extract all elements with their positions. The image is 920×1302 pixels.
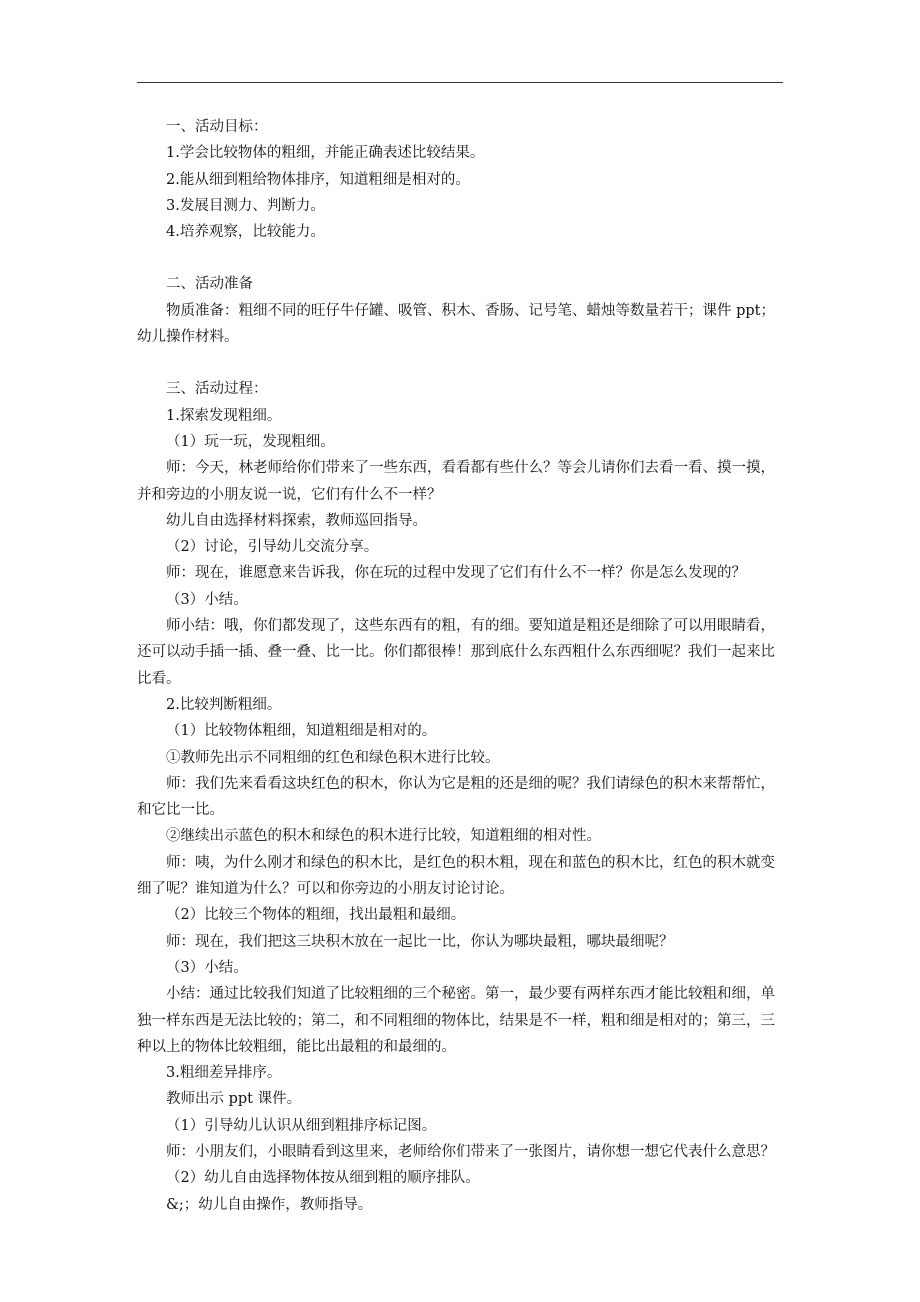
- blank-line: [137, 245, 783, 271]
- body-paragraph: ②继续出示蓝色的积木和绿色的积木进行比较，知道粗细的相对性。: [166, 828, 601, 845]
- preparation-text: 物质准备：粗细不同的旺仔牛仔罐、吸管、积木、香肠、记号笔、蜡烛等数量若干；课件 ppt；幼儿操作材料。: [137, 302, 775, 346]
- goal-item: 3.发展目测力、判断力。: [166, 197, 325, 214]
- body-paragraph: 教师出示 ppt 课件。: [166, 1091, 302, 1108]
- sub-step: （3）小结。: [166, 591, 248, 608]
- goal-item: 2.能从细到粗给物体排序，知道粗细是相对的。: [166, 171, 470, 188]
- sub-step: （2）比较三个物体的粗细，找出最粗和最细。: [166, 907, 466, 924]
- goal-item: 1.学会比较物体的粗细，并能正确表述比较结果。: [166, 145, 485, 162]
- sub-step: （2）幼儿自由选择物体按从细到粗的顺序排队。: [166, 1170, 480, 1187]
- section-heading-goals: 一、活动目标：: [166, 119, 268, 135]
- body-paragraph: ①教师先出示不同粗细的红色和绿色积木进行比较。: [166, 749, 500, 766]
- dialogue-paragraph: 师：现在，谁愿意来告诉我，你在玩的过程中发现了它们有什么不一样？你是怎么发现的？: [166, 565, 746, 582]
- section-heading-process: 三、活动过程：: [166, 381, 268, 398]
- document-body: [137, 114, 783, 1218]
- sub-step: （3）小结。: [166, 959, 248, 976]
- body-paragraph: 幼儿自由选择材料探索，教师巡回指导。: [166, 512, 427, 529]
- dialogue-paragraph: 师：我们先来看看这块红色的积木，你认为它是粗的还是细的呢？我们请绿色的积木来帮帮忙，和它比一比。: [137, 775, 775, 819]
- section-heading-preparation: 二、活动准备: [166, 276, 253, 293]
- dialogue-paragraph: 师：小朋友们，小眼睛看到这里来，老师给你们带来了一张图片，请你想一想它代表什么意思？: [166, 1143, 775, 1160]
- header-rule: [137, 82, 783, 83]
- dialogue-paragraph: 师：今天，林老师给你们带来了一些东西，看看都有些什么？等会儿请你们去看一看、摸一摸，并和旁边的小朋友说一说，它们有什么不一样？: [137, 460, 775, 503]
- sub-step: （1）玩一玩，发现粗细。: [166, 433, 335, 450]
- sub-step: （2）讨论，引导幼儿交流分享。: [166, 539, 379, 556]
- dialogue-paragraph: 师：现在，我们把这三块积木放在一起比一比，你认为哪块最粗，哪块最细呢？: [166, 933, 674, 950]
- blank-line: [137, 350, 783, 376]
- dialogue-paragraph: 师：咦，为什么刚才和绿色的积木比，是红色的积木粗，现在和蓝色的积木比，红色的积木就变细了呢？谁知道为什么？可以和你旁边的小朋友讨论讨论。: [137, 854, 775, 898]
- summary-paragraph: 小结：通过比较我们知道了比较粗细的三个秘密。第一，最少要有两样东西才能比较粗和细，单独一样东西是无法比较的；第二，和不同粗细的物体比，结果是不一样，粗和细是相对的；第三，三种以上的物体比较粗细，能比出最粗的和最细的。: [137, 986, 775, 1055]
- sub-step: （1）比较物体粗细，知道粗细是相对的。: [166, 723, 437, 740]
- sub-step: （1）引导幼儿认识从细到粗排序标记图。: [166, 1117, 437, 1134]
- step-heading: 1.探索发现粗细。: [166, 407, 282, 424]
- step-heading: 2.比较判断粗细。: [166, 696, 282, 713]
- goal-item: 4.培养观察，比较能力。: [166, 224, 325, 241]
- dialogue-paragraph: 师小结：哦，你们都发现了，这些东西有的粗，有的细。要知道是粗还是细除了可以用眼睛看，还可以动手插一插、叠一叠、比一比。你们都很棒！那到底什么东西粗什么东西细呢？我们一起来比比看。: [137, 618, 775, 687]
- body-paragraph: &;；幼儿自由操作，教师指导。: [166, 1196, 373, 1213]
- step-heading: 3.粗细差异排序。: [166, 1065, 282, 1082]
